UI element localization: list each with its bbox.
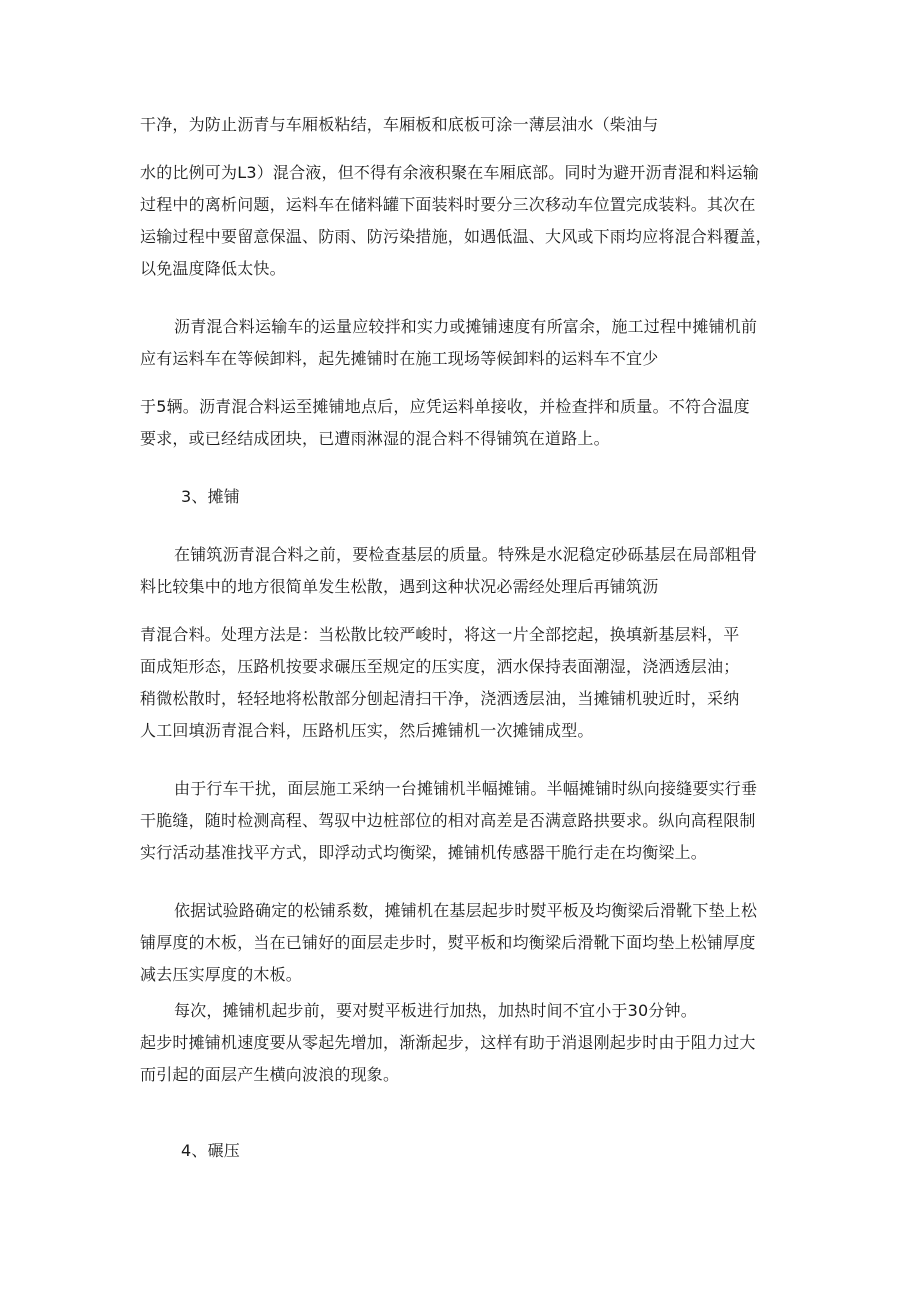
text-line: 应有运料车在等候卸料，起先摊铺时在施工现场等候卸料的运料车不宜少 [140, 349, 659, 368]
section-heading: 4、碾压 [181, 1141, 240, 1160]
text-line: 以免温度降低太快。 [140, 259, 286, 278]
text-line: 料比较集中的地方很简单发生松散，遇到这种状况必需经处理后再铺筑沥 [140, 577, 659, 596]
text-line: 实行活动基准找平方式，即浮动式均衡梁，摊铺机传感器干脆行走在均衡梁上。 [140, 843, 708, 862]
text-line: 稍微松散时，轻轻地将松散部分刨起清扫干净，浇洒透层油，当摊铺机驶近时，采纳 [140, 689, 740, 708]
text-line: 起步时摊铺机速度要从零起先增加，渐渐起步，这样有助于消退刚起步时由于阻力过大 [140, 1033, 756, 1052]
text-line: 沥青混合料运输车的运量应较拌和实力或摊铺速度有所富余，施工过程中摊铺机前 [174, 317, 758, 336]
text-line: 人工回填沥青混合料，压路机压实，然后摊铺机一次摊铺成型。 [140, 721, 594, 740]
text-line: 干脆缝，随时检测高程、驾驭中边桩部位的相对高差是否满意路拱要求。纵向高程限制 [140, 811, 756, 830]
text-line: 铺厚度的木板，当在已铺好的面层走步时，熨平板和均衡梁后滑靴下面均垫上松铺厚度 [140, 933, 756, 952]
text-line: 而引起的面层产生横向波浪的现象。 [140, 1065, 400, 1084]
text-line: 要求，或已经结成团块，已遭雨淋湿的混合料不得铺筑在道路上。 [140, 429, 610, 448]
text-line: 由于行车干扰，面层施工采纳一台摊铺机半幅摊铺。半幅摊铺时纵向接缝要实行垂 [174, 779, 758, 798]
text-line: 水的比例可为L3）混合液，但不得有余液积聚在车厢底部。同时为避开沥青混和料运输 [140, 163, 759, 182]
text-line: 依据试验路确定的松铺系数，摊铺机在基层起步时熨平板及均衡梁后滑靴下垫上松 [174, 901, 758, 920]
text-line: 过程中的离析问题，运料车在储料罐下面装料时要分三次移动车位置完成装料。其次在 [140, 195, 756, 214]
section-heading: 3、摊铺 [181, 487, 240, 506]
text-line: 每次，摊铺机起步前，要对熨平板进行加热，加热时间不宜小于30分钟。 [174, 1001, 697, 1020]
text-line: 在铺筑沥青混合料之前，要检查基层的质量。特殊是水泥稳定砂砾基层在局部粗骨 [174, 545, 758, 564]
text-line: 干净，为防止沥青与车厢板粘结，车厢板和底板可涂一薄层油水（柴油与 [140, 115, 659, 134]
text-line: 运输过程中要留意保温、防雨、防污染措施，如遇低温、大风或下雨均应将混合料覆盖， [140, 227, 772, 246]
text-line: 减去压实厚度的木板。 [140, 965, 303, 984]
text-line: 青混合料。处理方法是：当松散比较严峻时，将这一片全部挖起，换填新基层料，平 [140, 625, 740, 644]
text-line: 于5辆。沥青混合料运至摊铺地点后，应凭运料单接收，并检查拌和质量。不符合温度 [140, 397, 750, 416]
text-line: 面成矩形态，压路机按要求碾压至规定的压实度，洒水保持表面潮湿，浇洒透层油； [140, 657, 740, 676]
